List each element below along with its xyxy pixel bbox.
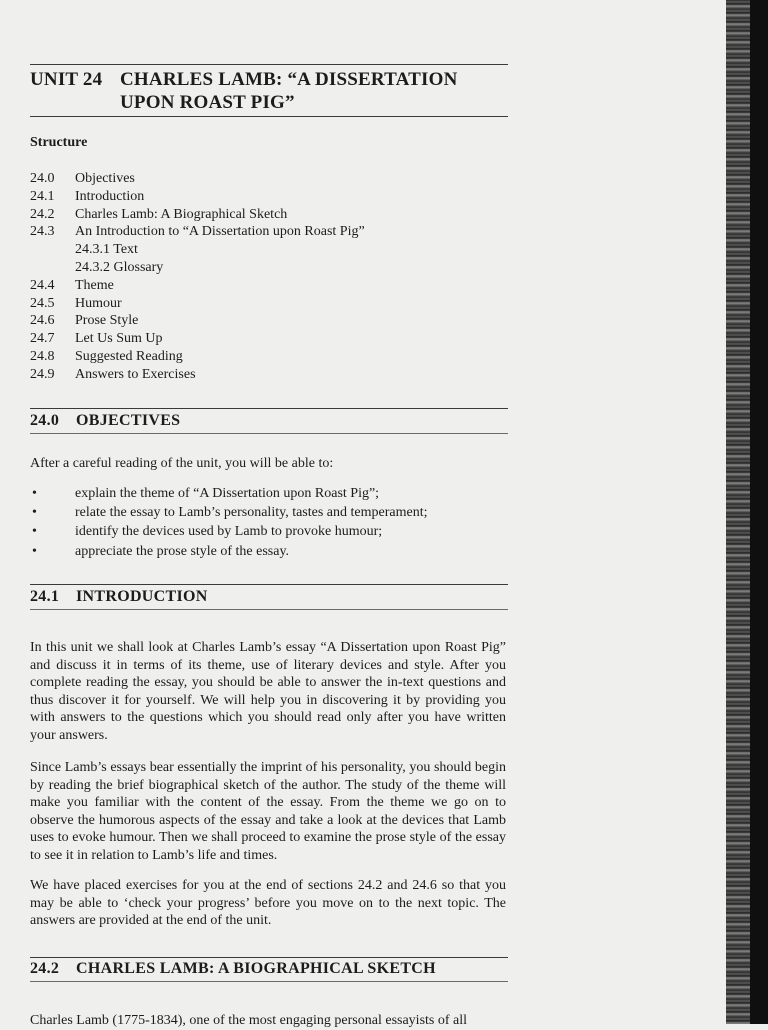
objectives-top-rule	[30, 408, 508, 409]
unit-title	[30, 68, 458, 114]
introduction-bottom-rule	[30, 609, 508, 610]
objective-item: • explain the theme of “A Dissertation upon Roast Pig”;	[30, 484, 427, 503]
toc-subitem: 24.3.2 Glossary	[75, 259, 164, 275]
introduction-paragraph-2: Since Lamb’s essays bear essentially the imprint of his personality, you should begin by reading the brief biographical sketch of the author. The study of the theme will make you familiar with the content of the essay. From the theme we go on to observe the humorous aspects of the essay and take a look at the devices that Lamb uses to evoke humour. Then we shall proceed to examine the prose style of the essay to see it in relation to Lamb’s life and times.	[30, 760, 506, 863]
structure-heading: Structure	[30, 135, 88, 150]
objectives-intro: After a careful reading of the unit, you will be able to:	[30, 456, 334, 471]
structure-list	[30, 170, 365, 384]
toc-item: 24.6 Prose Style	[30, 313, 139, 329]
biography-paragraph-1: Charles Lamb (1775-1834), one of the most engaging personal essayists of all	[30, 1013, 468, 1028]
bullet-icon: •	[32, 543, 37, 559]
bullet-icon: •	[32, 505, 37, 521]
biography-heading: 24.2 CHARLES LAMB: A BIOGRAPHICAL SKETCH	[30, 960, 436, 977]
title-bottom-rule	[30, 116, 508, 117]
unit-title-line2: UPON ROAST PIG”	[120, 92, 295, 113]
introduction-paragraph-1: In this unit we shall look at Charles Lamb’s essay “A Dissertation upon Roast Pig” and discuss it in terms of its theme, use of literary devices and style. After you complete reading the essay, you should be able to answer the in-text questions and thus discover it for yourself. We will help you in discovering it by providing you with answers to the questions which you should read only after you have written your answers.	[30, 640, 506, 743]
introduction-top-rule	[30, 584, 508, 585]
book-spine-edge	[750, 0, 768, 1024]
toc-item: 24.0 Objectives	[30, 171, 135, 186]
bullet-icon: •	[32, 486, 37, 501]
introduction-paragraph-3: We have placed exercises for you at the end of sections 24.2 and 24.6 so that you may be able to ‘check your progress’ before you move on to the next topic. The answers are provided at the end of the unit.	[30, 878, 506, 929]
toc-item: 24.3 An Introduction to “A Dissertation upon Roast Pig”	[30, 224, 365, 240]
objectives-bottom-rule	[30, 433, 508, 434]
toc-item: 24.5 Humour	[30, 295, 122, 311]
toc-item: 24.4 Theme	[30, 277, 114, 293]
toc-item: 24.7 Let Us Sum Up	[30, 331, 163, 347]
title-top-rule	[30, 64, 508, 65]
toc-item: 24.8 Suggested Reading	[30, 348, 183, 364]
toc-item: 24.1 Introduction	[30, 188, 145, 204]
biography-bottom-rule	[30, 981, 508, 982]
toc-subitem: 24.3.1 Text	[75, 242, 138, 258]
unit-title-line1: CHARLES LAMB: “A DISSERTATION	[120, 69, 458, 90]
toc-item: 24.9 Answers to Exercises	[30, 366, 196, 382]
bullet-icon: •	[32, 524, 37, 540]
biography-top-rule	[30, 957, 508, 958]
objective-item: • appreciate the prose style of the essay.	[30, 542, 427, 561]
objectives-list	[30, 484, 427, 561]
objectives-heading: 24.0 OBJECTIVES	[30, 412, 181, 429]
introduction-heading: 24.1 INTRODUCTION	[30, 588, 208, 605]
toc-item: 24.2 Charles Lamb: A Biographical Sketch	[30, 206, 288, 222]
objective-item: • identify the devices used by Lamb to provoke humour;	[30, 522, 427, 541]
objective-item: • relate the essay to Lamb’s personality, tastes and temperament;	[30, 503, 427, 522]
unit-number: UNIT 24	[30, 69, 103, 90]
